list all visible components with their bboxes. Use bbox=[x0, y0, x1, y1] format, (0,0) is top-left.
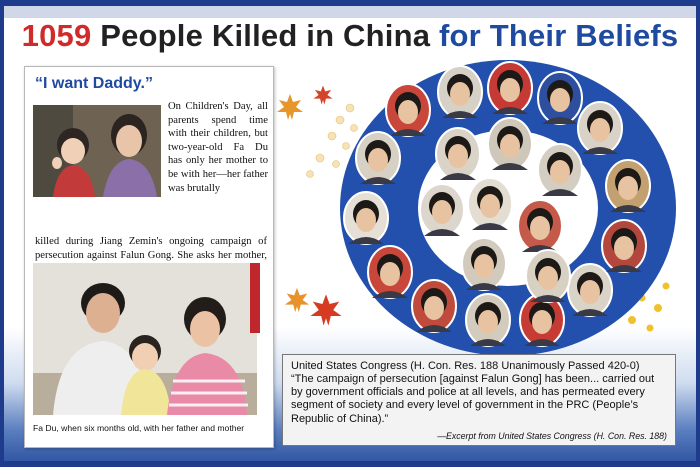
title-number: 1059 bbox=[21, 18, 92, 53]
congress-heading: United States Congress (H. Con. Res. 188 Unanimously Passed 420-0) bbox=[291, 360, 640, 372]
portrait-face bbox=[618, 176, 638, 200]
portrait-face bbox=[530, 216, 550, 240]
red-curtain bbox=[250, 263, 260, 333]
title-middle: People Killed in China bbox=[91, 18, 439, 53]
story-card bbox=[24, 66, 274, 448]
portrait-face bbox=[356, 208, 376, 232]
photo-caption: Fa Du, when six months old, with her father and mother bbox=[33, 423, 245, 433]
portrait-face bbox=[500, 134, 520, 158]
portrait-face bbox=[474, 254, 494, 278]
portrait-face bbox=[550, 88, 570, 112]
portrait-face bbox=[368, 148, 388, 172]
portrait-face bbox=[590, 118, 610, 142]
family-photo bbox=[33, 263, 257, 415]
title-end: for Their Beliefs bbox=[438, 18, 679, 53]
portrait-face bbox=[580, 280, 600, 304]
portrait-face bbox=[538, 266, 558, 290]
victims-photo-circle bbox=[338, 58, 678, 358]
poster-title bbox=[0, 18, 700, 54]
mother-daughter-photo bbox=[33, 105, 161, 197]
story-text-bottom: killed during Jiang Zemin's ongoing campaign of persecution against Falun Gong. She asks her mother, bbox=[35, 236, 267, 261]
congress-quote-box bbox=[282, 354, 676, 446]
mother-daughter-illustration bbox=[33, 105, 161, 197]
portrait-face bbox=[532, 310, 552, 334]
portrait-face bbox=[448, 144, 468, 168]
portrait-face bbox=[380, 262, 400, 286]
congress-quote: “The campaign of persecution [against Falun Gong] has been... carried out by government officials and police at all levels, and has permeated every segment of society and every level of government in the PRC (People’s Republic of China).” bbox=[291, 373, 655, 425]
portrait-face bbox=[432, 200, 452, 224]
portrait-face bbox=[500, 78, 520, 102]
story-quote: “I want Daddy.” bbox=[35, 75, 153, 92]
portrait-face bbox=[478, 310, 498, 334]
story-text-right: On Children's Day, all parents spend time with their children, but two-year-old Fa Du has only her mother to be with her—her father was brutally bbox=[168, 101, 268, 194]
victims-portraits bbox=[338, 58, 678, 358]
portrait-face bbox=[424, 296, 444, 320]
congress-source: —Excerpt from United States Congress (H. Con. Res. 188) bbox=[437, 431, 667, 441]
family-illustration bbox=[33, 263, 257, 415]
portrait-face bbox=[550, 160, 570, 184]
portrait-face bbox=[398, 100, 418, 124]
portrait-face bbox=[480, 194, 500, 218]
portrait-face bbox=[614, 236, 634, 260]
portrait-face bbox=[450, 82, 470, 106]
